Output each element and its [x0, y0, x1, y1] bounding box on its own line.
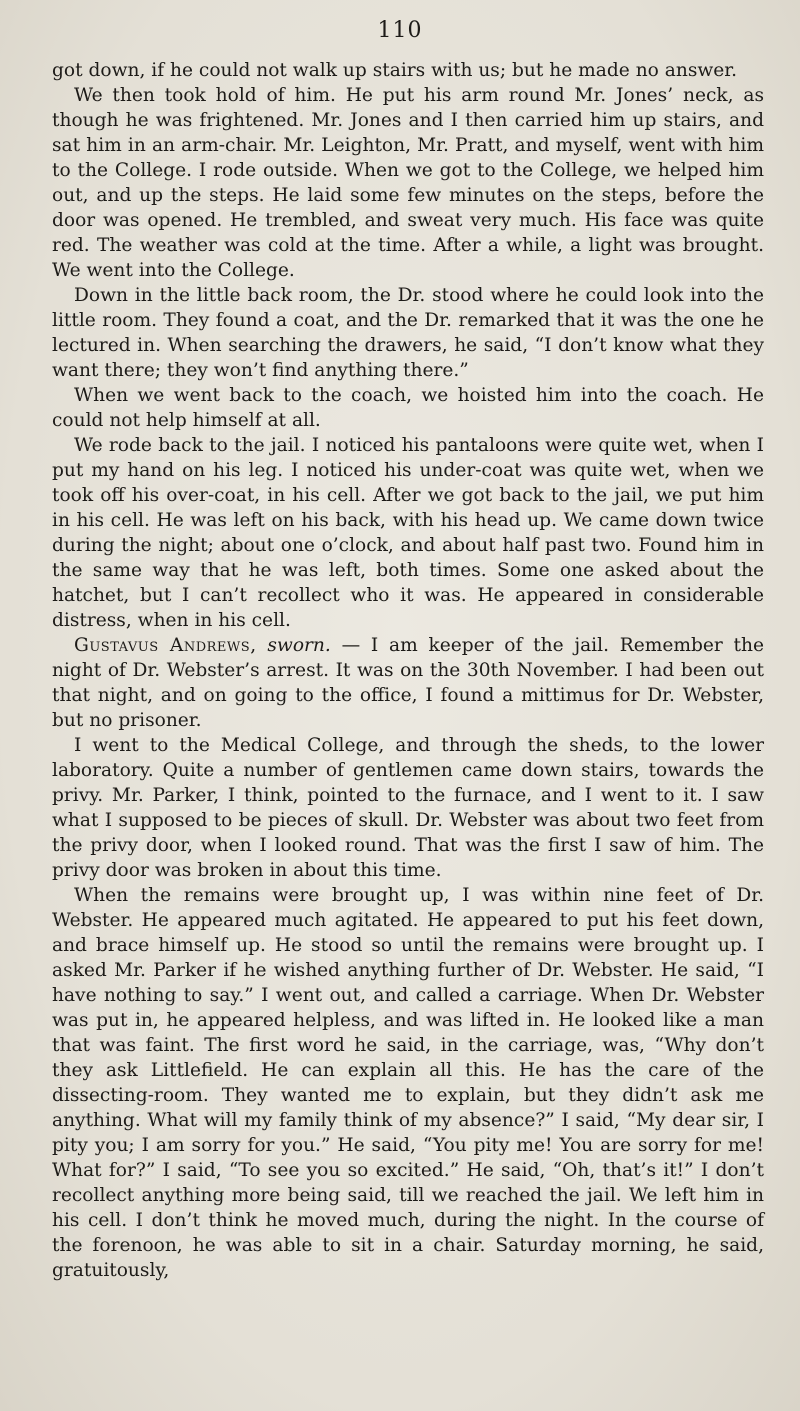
witness-sworn: sworn.: [267, 635, 331, 656]
paragraph: We then took hold of him. He put his arm round Mr. Jones’ neck, as though he was frightened. Mr. Jones and I then carried him up stairs, and sat him in an arm-chair. Mr. Leighton, Mr. Pratt, and myself, went with him to the College. I rode outside. When we got to the College, we helped him out, and up the steps. He laid some few minutes on the steps, before the door was opened. He trembled, and sweat very much. His face was quite red. The weather was cold at the time. After a while, a light was brought. We went into the College.: [52, 85, 764, 281]
paragraph: When the remains were brought up, I was within nine feet of Dr. Webster. He appeared much agitated. He appeared to put his feet down, and brace himself up. He stood so until the remains were brought up. I asked Mr. Parker if he wished anything further of Dr. Webster. He said, “I have nothing to say.” I went out, and called a carriage. When Dr. Webster was put in, he appeared helpless, and was lifted in. He looked like a man that was faint. The first word he said, in the carriage, was, “Why don’t they ask Littlefield. He can explain all this. He has the care of the dissecting-room. They wanted me to explain, but they didn’t ask me anything. What will my family think of my absence?” I said, “My dear sir, I pity you; I am sorry for you.” He said, “You pity me! You are sorry for me! What for?” I said, “To see you so excited.” He said, “Oh, that’s it!” I don’t recollect anything more being said, till we reached the jail. We left him in his cell. I don’t think he moved much, during the night. In the course of the forenoon, he was able to sit in a chair. Saturday morning, he said, gratuitously,: [52, 885, 764, 1281]
page-number: 110: [377, 18, 423, 43]
witness-paragraph: [52, 633, 764, 733]
paragraph: I went to the Medical College, and through the sheds, to the lower laboratory. Quite a number of gentlemen came down stairs, towards the privy. Mr. Parker, I think, pointed to the furnace, and I went to it. I saw what I supposed to be pieces of skull. Dr. Webster was about two feet from the privy door, when I looked round. That was the first I saw of him. The privy door was broken in about this time.: [52, 735, 764, 881]
witness-name: Gustavus Andrews,: [74, 635, 257, 656]
paragraph: Down in the little back room, the Dr. stood where he could look into the little room. They found a coat, and the Dr. remarked that it was the one he lectured in. When searching the drawers, he said, “I don’t know what they want there; they won’t find anything there.”: [52, 285, 764, 381]
body-text: [52, 58, 764, 1283]
paragraph: We rode back to the jail. I noticed his pantaloons were quite wet, when I put my hand on his leg. I noticed his under-coat was quite wet, when we took off his over-coat, in his cell. After we got back to the jail, we put him in his cell. He was left on his back, with his head up. We came down twice during the night; about one o’clock, and about half past two. Found him in the same way that he was left, both times. Some one asked about the hatchet, but I can’t recollect who it was. He appeared in considerable distress, when in his cell.: [52, 435, 764, 631]
paragraph: When we went back to the coach, we hoisted him into the coach. He could not help himself at all.: [52, 385, 764, 431]
witness-testimony: — I am keeper of the jail. Remember the night of Dr. Webster’s arrest. It was on the 30th November. I had been out that night, and on going to the office, I found a mittimus for Dr. Webster, but no prisoner.: [52, 635, 764, 731]
paragraph: got down, if he could not walk up stairs with us; but he made no answer.: [52, 60, 738, 81]
